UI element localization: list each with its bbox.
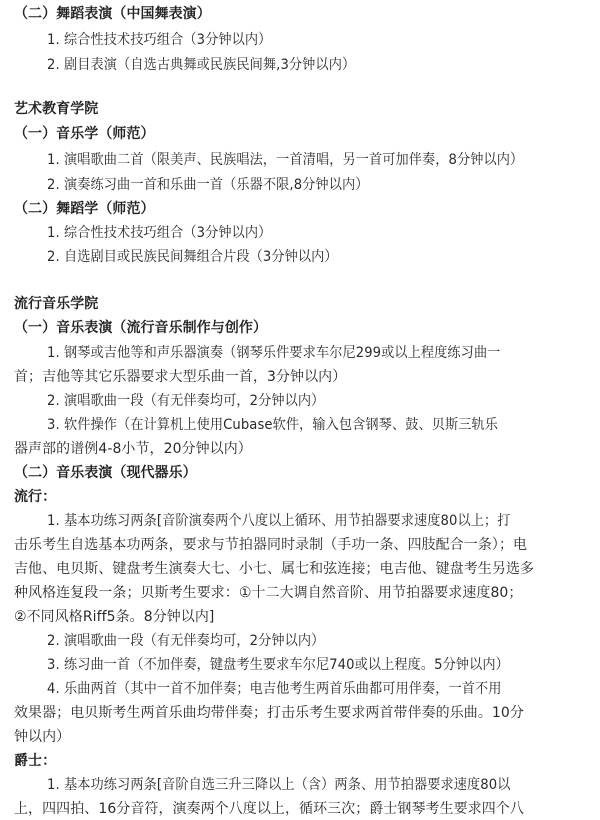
list-item: 1. 综合性技术技巧组合（3分钟以内） [47, 32, 272, 48]
list-item: 2. 演奏练习曲一首和乐曲一首（乐器不限,8分钟以内） [47, 177, 369, 193]
list-item-continuation: ②不同风格Riff5条。8分钟以内] [14, 609, 215, 625]
list-item: 1. 基本功练习两条[音阶演奏两个八度以上循环、用节拍器要求速度80以上；打 [47, 513, 511, 529]
category-label: 流行： [14, 489, 57, 505]
list-item: 3. 练习曲一首（不加伴奏，键盘考生要求车尔尼740或以上程度。5分钟以内） [47, 657, 509, 673]
list-item-continuation: 首；吉他等其它乐器要求大型乐曲一首，3分钟以内） [14, 369, 347, 385]
list-item: 2. 自选剧目或民族民间舞组合片段（3分钟以内） [47, 249, 338, 265]
list-item-continuation: 上，四四拍、16分音符，演奏两个八度以上，循环三次；爵士钢琴考生要求四个八 [14, 801, 524, 817]
list-item: 1. 基本功练习两条[音阶自选三升三降以上（含）两条、用节拍器要求速度80以 [47, 777, 511, 793]
subsection-heading: （一）音乐学（师范） [14, 126, 155, 142]
subsection-heading: （二）音乐表演（现代器乐） [14, 465, 197, 481]
list-item: 4. 乐曲两首（其中一首不加伴奏；电吉他考生两首乐曲都可用伴奏，一首不用 [47, 681, 502, 697]
list-item-continuation: 效果器；电贝斯考生两首乐曲均带伴奏；打击乐考生要求两首带伴奏的乐曲。10分 [14, 705, 524, 721]
list-item-continuation: 钟以内） [14, 729, 71, 745]
list-item: 1. 钢琴或吉他等和声乐器演奏（钢琴乐件要求车尔尼299或以上程度练习曲一 [47, 345, 501, 361]
list-item: 2. 演唱歌曲一段（有无伴奏均可，2分钟以内） [47, 633, 325, 649]
list-item: 1. 演唱歌曲二首（限美声、民族唱法，一首清唱，另一首可加伴奏，8分钟以内） [47, 152, 524, 168]
subsection-heading: （二）舞蹈表演（中国舞表演） [14, 6, 211, 22]
list-item-continuation: 吉他、电贝斯、键盘考生演奏大七、小七、属七和弦连接；电吉他、键盘考生另选多 [14, 561, 535, 577]
subsection-heading: （一）音乐表演（流行音乐制作与创作） [14, 320, 268, 336]
category-label: 爵士： [14, 753, 57, 769]
list-item-continuation: 器声部的谱例4-8小节，20分钟以内） [14, 441, 252, 457]
list-item-continuation: 击乐考生自选基本功两条，要求与节拍器同时录制（手功一条、四肢配合一条）；电 [14, 537, 528, 553]
section-heading: 流行音乐学院 [14, 296, 99, 312]
list-item: 2. 演唱歌曲一段（有无伴奏均可，2分钟以内） [47, 393, 325, 409]
list-item-continuation: 种风格连复段一条；贝斯考生要求：①十二大调自然音阶、用节拍器要求速度80； [14, 585, 523, 601]
subsection-heading: （二）舞蹈学（师范） [14, 201, 155, 217]
list-item: 1. 综合性技术技巧组合（3分钟以内） [47, 225, 272, 241]
list-item: 3. 软件操作（在计算机上使用Cubase软件，输入包含钢琴、鼓、贝斯三轨乐 [47, 417, 499, 433]
section-heading: 艺术教育学院 [14, 101, 99, 117]
list-item: 2. 剧目表演（自选古典舞或民族民间舞,3分钟以内） [47, 57, 356, 73]
